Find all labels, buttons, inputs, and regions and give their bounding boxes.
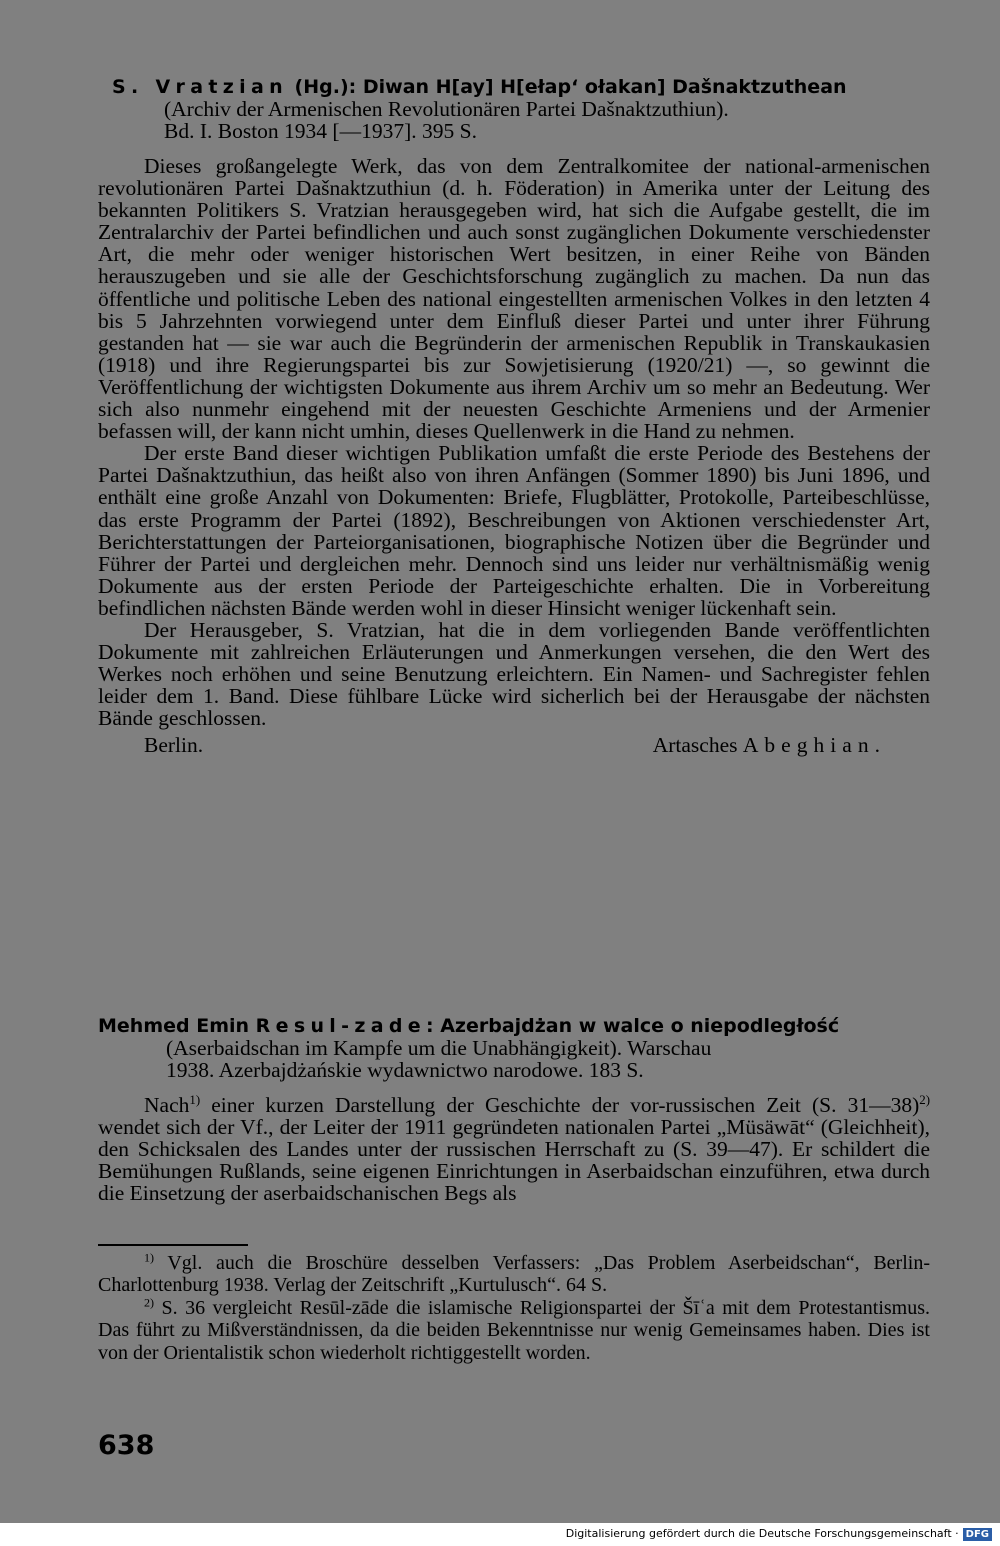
review-2-author: Mehmed Emin Resul-zade [98,1015,426,1037]
review-1-body [98,155,930,757]
review-1-title: (Hg.): Diwan H[ay] H[ełap‘ ołakan] Dašnaktzuthean [287,76,847,98]
footnotes [98,1252,930,1364]
review-1-heading [112,76,944,142]
footnote-ref-2: 2) [919,1092,930,1107]
footnote-1: $^{1)}$ Vgl. auch die Broschüre desselben Verfassers: „Das Problem Aserbeidschan“, Berlin-Charlottenburg 1938. Verlag der Zeitschrift „Kurtulusch“. 64 S. [98,1250,930,1297]
digitization-credit [566,1527,992,1541]
credit-text: Digitalisierung gefördert durch die Deutsche Forschungsgemeinschaft · [565,1527,959,1540]
review-2-heading [98,1015,958,1081]
review-2-paragraph-1: Nach$^{1)}$ einer kurzen Darstellung der Geschichte der vor-russischen Zeit (S. 31—38)$^{2)}$ wendet sich der Vf., der Leiter der 1911 gegründeten nationalen Partei „Müsäwāt“ (Gleichheit), den Schicksalen des Landes unter der russischen Herrschaft zu (S. 39—47). Er schildert die Bemühungen Rußlands, seine eigenen Einrichtungen in Aserbaidschan einzuführen, etwa durch die Einsetzung der aserbaidschanischen Begs als [98,1092,930,1206]
footnote-ref-1: 1) [189,1092,201,1107]
review-1-subtitle: (Archiv der Armenischen Revolutionären Partei Dašnaktzuthiun). Bd. I. Boston 1934 [—1937]. 395 S. [164,97,729,143]
review-2-subtitle: (Aserbaidschan im Kampfe um die Unabhängigkeit). Warschau 1938. Azerbajdżańskie wydawnictwo narodowe. 183 S. [166,1036,712,1082]
review-1-paragraph-1: Dieses großangelegte Werk, das von dem Zentralkomitee der national-armenischen revolutionären Partei Dašnaktzuthiun (d. h. Föderation) in Amerika unter der Leitung des bekannten Politikers S. Vratzian herausgegeben wird, hat sich die Aufgabe gestellt, die im Zentralarchiv der Partei befindlichen und auch sonst zugänglichen Dokumente verschiedenster Art, die mehr oder weniger historischen Wert besitzen, in einer Reihe von Bänden herauszugeben und sie alle der Geschichtsforschung zugänglich zu machen. Da nun das öffentliche und politische Leben des national eingestellten armenischen Volkes in den letzten 4 bis 5 Jahrzehnten vorwiegend unter dem Einfluß dieser Partei und unter ihrer Führung gestanden hat — sie war auch die Begründerin der armenischen Republik in Transkaukasien (1918) und ihre Regierungspartei bis zur Sowjetisierung (1920/21) —, so gewinnt die Veröffentlichung der wichtigsten Dokumente aus ihrem Archiv um so mehr an Bedeutung. Wer sich also nunmehr eingehend mit der neuesten Geschichte Armeniens und der Armenier befassen will, der kann nicht umhin, dieses Quellenwerk in die Hand zu nehmen. [98,154,930,444]
footnote-divider [98,1244,248,1246]
review-1-paragraph-2: Der erste Band dieser wichtigen Publikation umfaßt die erste Periode des Bestehens der Partei Dašnaktzuthiun, das heißt also von ihren Anfängen (Sommer 1890) bis Juni 1896, und enthält eine große Anzahl von Dokumenten: Briefe, Flugblätter, Protokolle, Parteibeschlüsse, das erste Programm der Partei (1892), Beschreibungen von Aktionen verschiedenster Art, Berichterstattungen der Parteiorganisationen, biographische Notizen über die Begründer und Führer der Partei und dergleichen mehr. Dennoch sind uns leider nur verhältnismäßig wenig Dokumente aus der ersten Periode der Parteigeschichte erhalten. Die in Vorbereitung befindlichen nächsten Bände werden wohl in dieser Hinsicht weniger lückenhaft sein. [98,441,930,620]
review-1-place: Berlin. [144,733,204,758]
review-2-body [98,1094,930,1204]
review-1-signature [98,733,930,757]
dfg-logo: DFG [963,1528,992,1541]
review-2-title: : Azerbajdżan w walce o niepodległość [425,1015,840,1037]
review-1-paragraph-3: Der Herausgeber, S. Vratzian, hat die in dem vorliegenden Bande veröffentlichten Dokumente mit zahlreichen Erläuterungen und Anmerkungen versehen, die den Wert des Werkes noch erhöhen und seine Benutzung erleichtern. Ein Namen- und Sachregister fehlen leider dem 1. Band. Diese fühlbare Lücke wird sicherlich bei der Herausgabe der nächsten Bände geschlossen. [98,617,930,731]
footnote-2: $^{2)}$ S. 36 vergleicht Resūl-zāde die islamische Religionspartei der Šīʿa mit dem Protestantismus. Das führt zu Mißverständnissen, da die beiden Bekenntnisse nur wenig Gemeinsames haben. Dies ist von der Orientalistik schon wiederholt richtiggestellt worden. [98,1295,930,1364]
review-1-reviewer: Artasches Abeghian. [652,733,886,758]
review-1-author: S. Vratzian [112,76,288,98]
page-number: 638 [98,1430,155,1461]
